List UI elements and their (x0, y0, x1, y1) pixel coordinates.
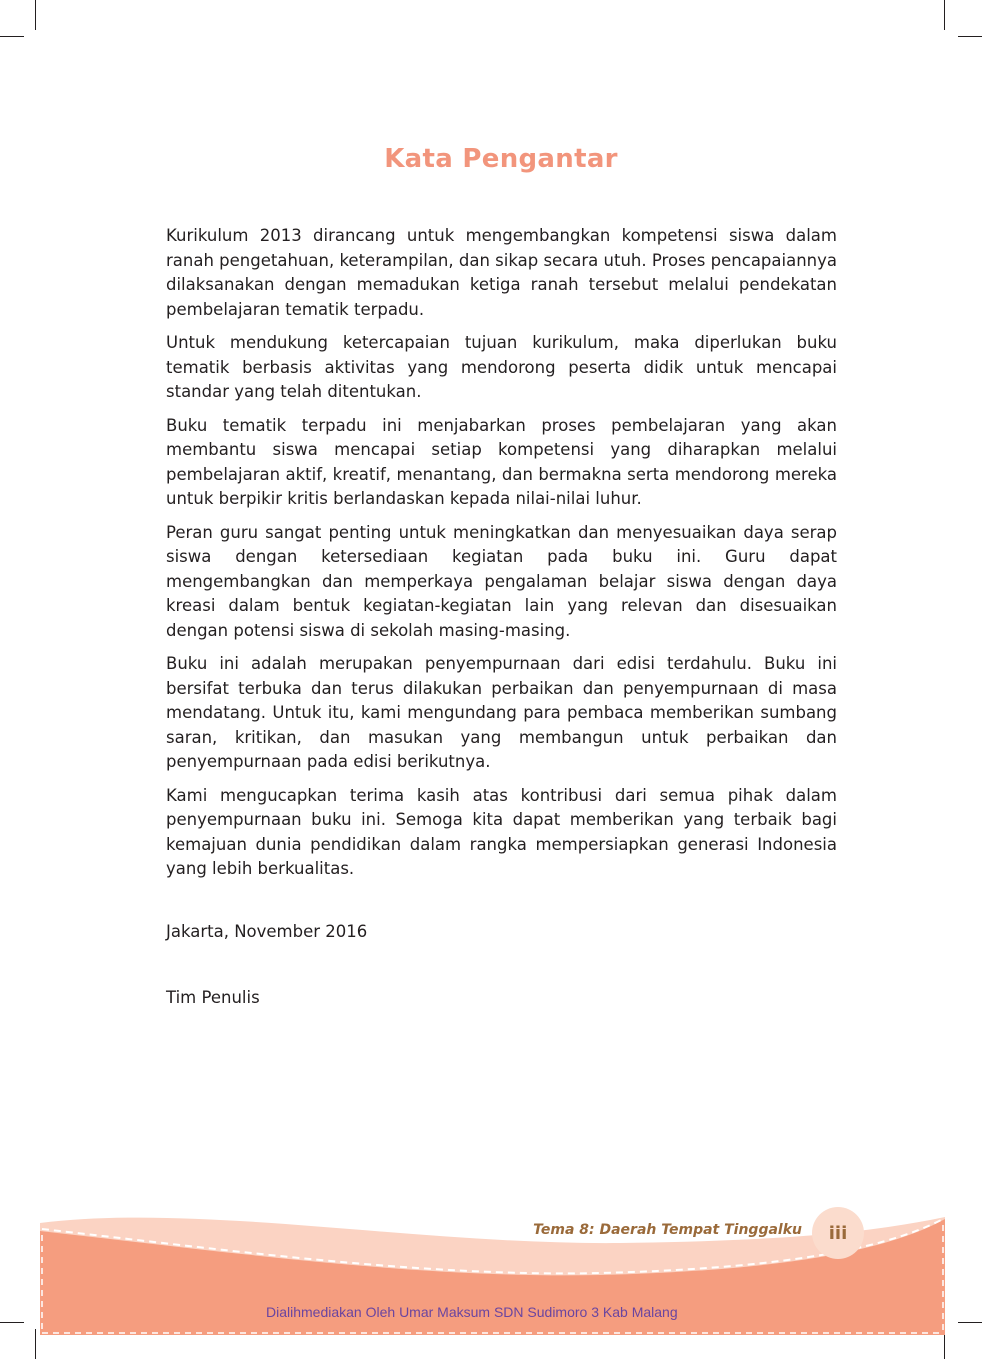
signature: Tim Penulis (166, 988, 260, 1007)
paragraph-1: Kurikulum 2013 dirancang untuk mengembangkan kompetensi siswa dalam ranah pengetahuan, keterampilan, dan sikap secara utuh. Proses pencapaiannya dilaksanakan dengan memadukan ketiga ranah tersebut melalui pendekatan pembelajaran tematik terpadu. (166, 226, 837, 319)
paragraph-4: Peran guru sangat penting untuk meningkatkan dan menyesuaikan daya serap siswa dengan ketersediaan kegiatan pada buku ini. Guru dapat mengembangkan dan memperkaya pengalaman belajar siswa dengan daya kreasi dalam bentuk kegiatan-kegiatan lain yang relevan dan disesuaikan dengan potensi siswa di sekolah masing-masing. (166, 522, 837, 640)
page-number-badge (812, 1207, 864, 1259)
paragraph-6: Kami mengucapkan terima kasih atas kontribusi dari semua pihak dalam penyempurnaan buku ini. Semoga kita dapat memberikan yang terbaik bagi kemajuan dunia pendidikan dalam rangka mempersiapkan generasi Indonesia yang lebih berkualitas. (166, 785, 837, 878)
crop-mark-top-left-h (0, 36, 24, 37)
body-text (166, 224, 837, 891)
crop-mark-top-left-v (35, 0, 36, 30)
place-date: Jakarta, November 2016 (166, 922, 368, 941)
theme-label: Tema 8: Daerah Tempat Tinggalku (533, 1222, 802, 1238)
page-number: iii (828, 1222, 848, 1244)
digitization-credit: Dialihmediakan Oleh Umar Maksum SDN Sudimoro 3 Kab Malang (266, 1304, 678, 1320)
paragraph-3: Buku tematik terpadu ini menjabarkan proses pembelajaran yang akan membantu siswa mencapai setiap kompetensi yang diharapkan melalui pembelajaran aktif, kreatif, menantang, dan bermakna serta mendorong mereka untuk berpikir kritis berlandaskan kepada nilai-nilai luhur. (166, 415, 837, 508)
crop-mark-top-right-v (944, 0, 945, 30)
page-title: Kata Pengantar (384, 144, 618, 174)
crop-mark-top-right-h (958, 36, 982, 37)
paragraph-5: Buku ini adalah merupakan penyempurnaan dari edisi terdahulu. Buku ini bersifat terbuka dan terus dilakukan perbaikan dan penyempurnaan di masa mendatang. Untuk itu, kami mengundang para pembaca memberikan sumbang saran, kritikan, dan masukan yang membangun untuk perbaikan dan penyempurnaan pada edisi berikutnya. (166, 654, 837, 771)
paragraph-2: Untuk mendukung ketercapaian tujuan kurikulum, maka diperlukan buku tematik berbasis aktivitas yang mendorong peserta didik untuk mencapai standar yang telah ditentukan. (166, 333, 837, 401)
